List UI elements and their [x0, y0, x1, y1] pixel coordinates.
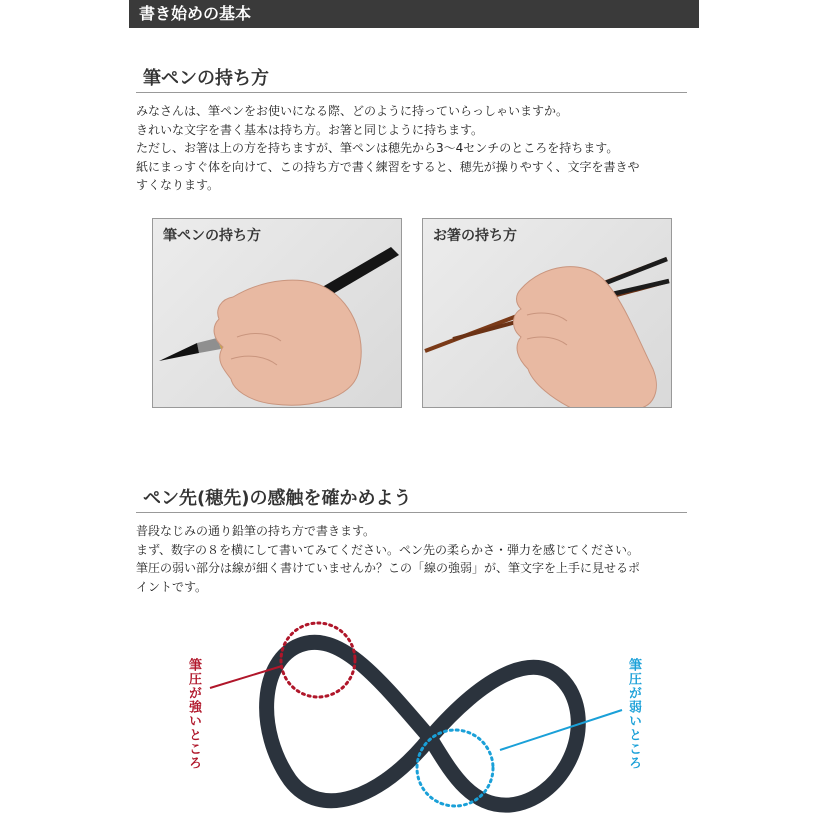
section-divider: [136, 92, 687, 93]
section-title-pen-grip: 筆ペンの持ち方: [143, 68, 269, 89]
weak-pressure-pointer: [500, 710, 622, 750]
page-header-title: 書き始めの基本: [139, 4, 252, 23]
paragraph-line: きれいな文字を書く基本は持ち方。お箸と同じように持ちます。: [136, 122, 484, 137]
paragraph-line: 筆圧の弱い部分は線が細く書けていませんか？この「線の強弱」が、筆文字を上手に見せるポ: [136, 561, 641, 575]
paragraph-line: ただし、お箸は上の方を持ちますが、筆ペンは穂先から3〜4センチのところを持ちます。: [136, 141, 619, 155]
paragraph-line: 紙にまっすぐ体を向けて、この持ち方で書く練習をすると、穂先が操りやすく、文字を書きや: [136, 159, 640, 174]
paragraph-line: すくなります。: [136, 178, 220, 192]
paragraph-line: イントです。: [136, 579, 208, 594]
figure-eight-drawing: [0, 600, 827, 827]
page-header: [129, 0, 699, 28]
section-2-paragraph: [136, 522, 691, 596]
paragraph-line: まず、数字の８を横にして書いてみてください。ペン先の柔らかさ・弾力を感じてください。: [136, 542, 640, 557]
photo-caption-brush-pen: 筆ペンの持ち方: [163, 228, 261, 244]
chopsticks-hand-illustration: [423, 219, 672, 408]
ink-stroke: [267, 642, 579, 805]
label-strong-pressure: 筆圧が強いところ: [186, 658, 201, 770]
section-divider: [136, 512, 687, 513]
brush-pen-hand-illustration: [153, 219, 402, 408]
paragraph-line: みなさんは、筆ペンをお使いになる際、どのように持っていらっしゃいますか。: [136, 104, 569, 118]
photo-brush-pen-grip: [152, 218, 402, 408]
section-title-pen-tip: ペン先(穂先)の感触を確かめよう: [143, 488, 412, 509]
photo-chopsticks-grip: [422, 218, 672, 408]
label-weak-pressure: 筆圧が弱いところ: [626, 658, 641, 770]
paragraph-line: 普段なじみの通り鉛筆の持ち方で書きます。: [136, 524, 376, 538]
photo-caption-chopsticks: お箸の持ち方: [433, 228, 517, 244]
figure-eight-illustration: [0, 600, 827, 827]
section-1-paragraph: [136, 102, 691, 195]
